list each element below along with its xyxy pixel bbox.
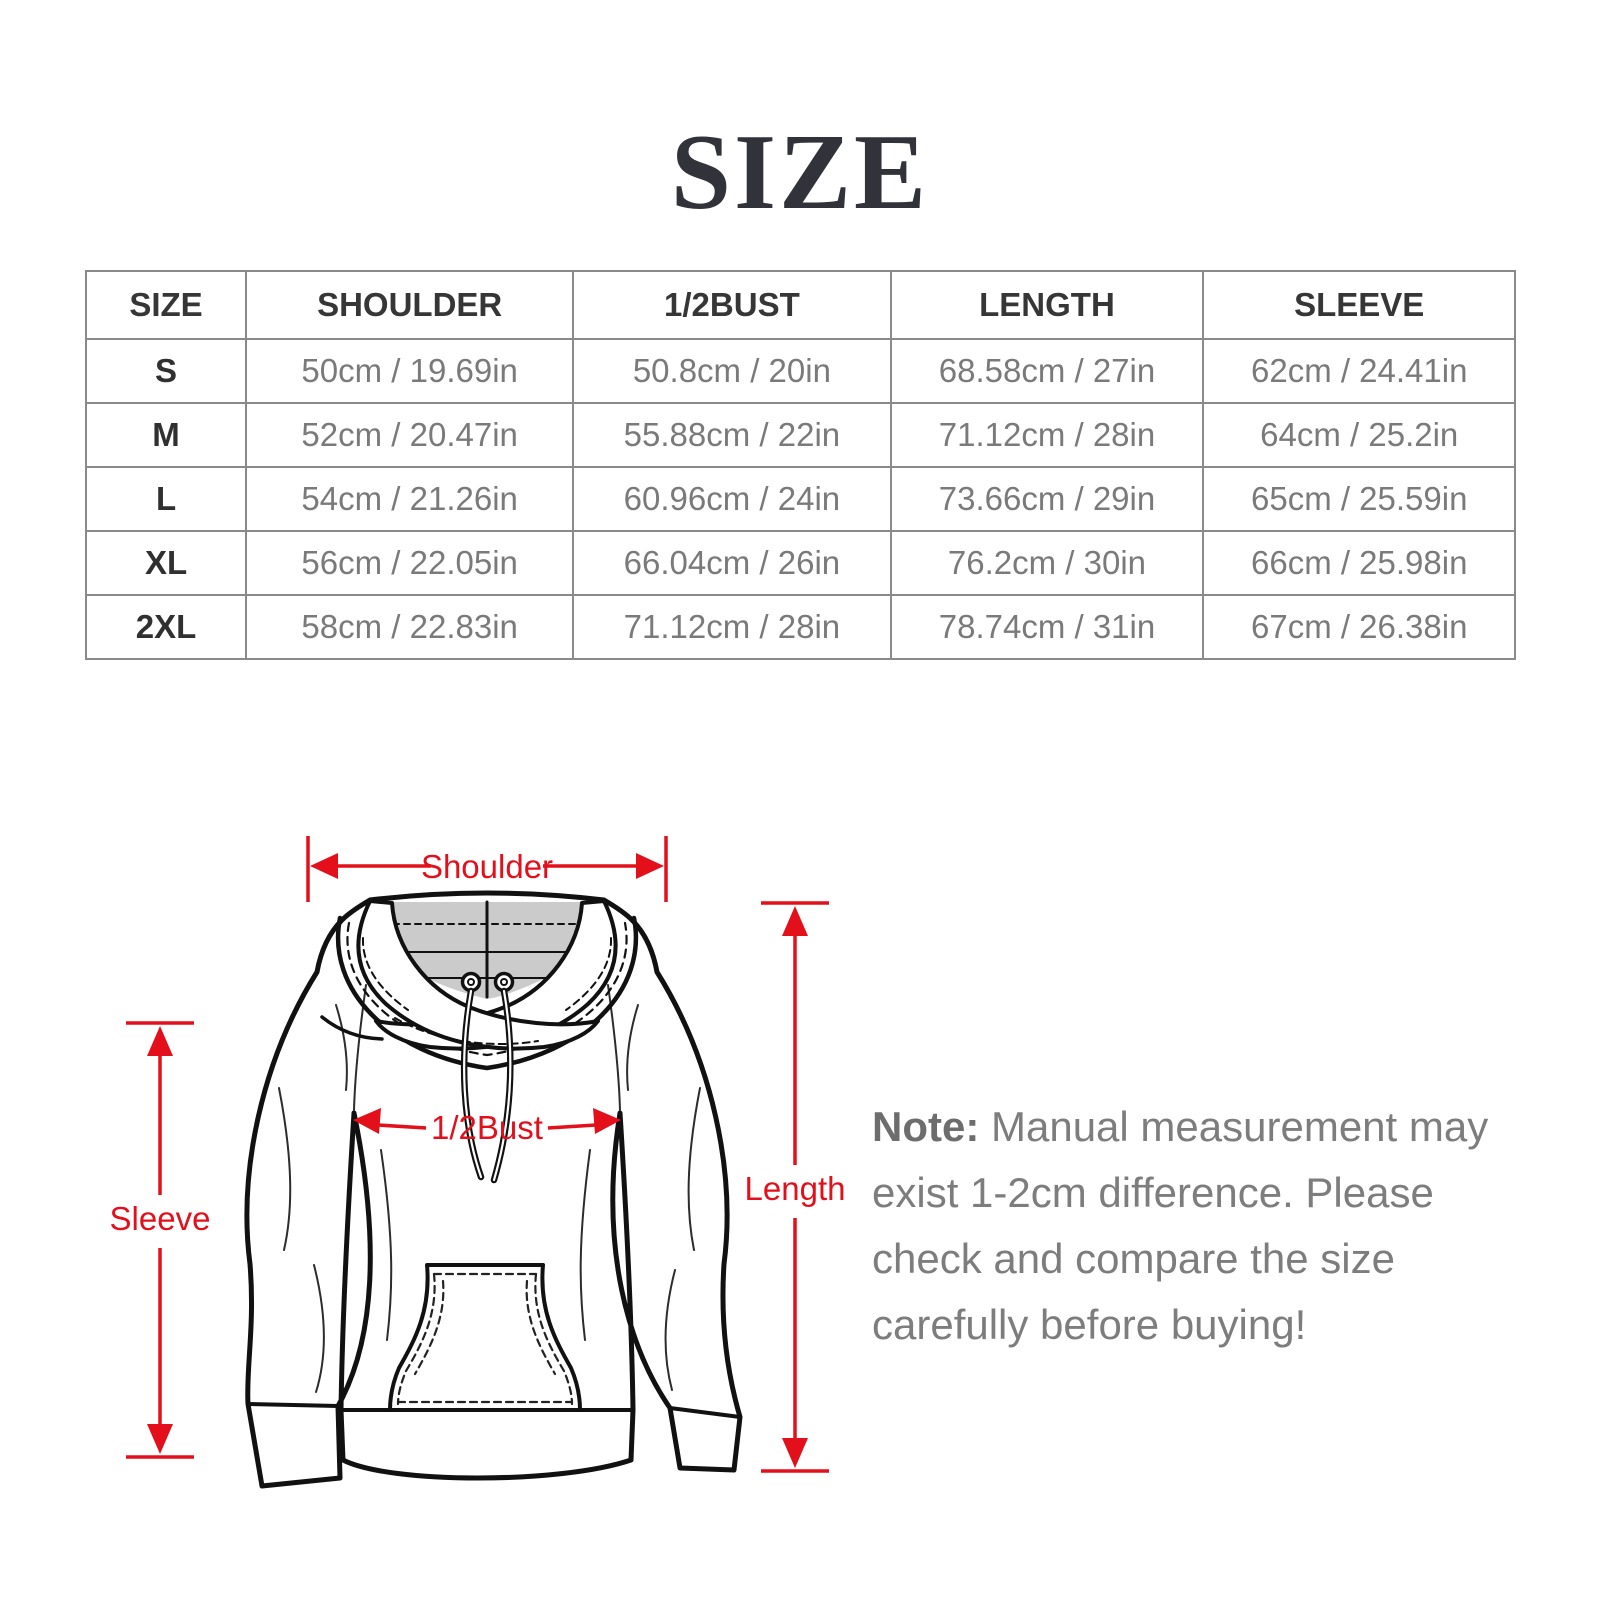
length-arrow (745, 903, 846, 1471)
column-header-shoulder: SHOULDER (246, 271, 573, 339)
shoulder-cell: 52cm / 20.47in (246, 403, 573, 467)
hoodie-sketch (247, 893, 740, 1486)
sleeve-arrow (110, 1023, 211, 1457)
note-body: Manual measurement may exist 1-2cm difference. Please check and compare the size carefully before buying! (872, 1103, 1489, 1348)
shoulder-cell: 54cm / 21.26in (246, 467, 573, 531)
sleeve-cell: 66cm / 25.98in (1203, 531, 1515, 595)
hoodie-measurement-diagram (90, 820, 850, 1520)
size-table (85, 270, 1516, 660)
shoulder-cell: 58cm / 22.83in (246, 595, 573, 659)
shoulder-cell: 50cm / 19.69in (246, 339, 573, 403)
size-cell: L (86, 467, 246, 531)
sleeve-cell: 65cm / 25.59in (1203, 467, 1515, 531)
sleeve-label: Sleeve (109, 1200, 211, 1237)
bust-cell: 66.04cm / 26in (573, 531, 890, 595)
note-label: Note: (872, 1103, 980, 1150)
sleeve-cell: 64cm / 25.2in (1203, 403, 1515, 467)
cuff-line-left (248, 1404, 338, 1406)
length-cell: 78.74cm / 31in (891, 595, 1204, 659)
bust-cell: 60.96cm / 24in (573, 467, 890, 531)
length-cell: 71.12cm / 28in (891, 403, 1204, 467)
length-cell: 68.58cm / 27in (891, 339, 1204, 403)
bust-cell: 55.88cm / 22in (573, 403, 890, 467)
table-row (86, 595, 1515, 659)
table-row (86, 403, 1515, 467)
size-cell: S (86, 339, 246, 403)
size-cell: XL (86, 531, 246, 595)
sleeve-cell: 62cm / 24.41in (1203, 339, 1515, 403)
length-cell: 76.2cm / 30in (891, 531, 1204, 595)
column-header-size: SIZE (86, 271, 246, 339)
length-cell: 73.66cm / 29in (891, 467, 1204, 531)
table-row (86, 531, 1515, 595)
table-row (86, 467, 1515, 531)
table-header-row (86, 271, 1515, 339)
shoulder-cell: 56cm / 22.05in (246, 531, 573, 595)
column-header-bust: 1/2BUST (573, 271, 890, 339)
length-label: Length (744, 1170, 846, 1207)
page-title: SIZE (670, 113, 930, 232)
size-cell: M (86, 403, 246, 467)
column-header-sleeve: SLEEVE (1203, 271, 1515, 339)
table-row (86, 339, 1515, 403)
bust-cell: 50.8cm / 20in (573, 339, 890, 403)
sleeve-cell: 67cm / 26.38in (1203, 595, 1515, 659)
bust-cell: 71.12cm / 28in (573, 595, 890, 659)
half-bust-label: 1/2Bust (431, 1109, 543, 1146)
size-cell: 2XL (86, 595, 246, 659)
shoulder-label: Shoulder (420, 848, 554, 885)
note-text (872, 1094, 1492, 1358)
column-header-length: LENGTH (891, 271, 1204, 339)
